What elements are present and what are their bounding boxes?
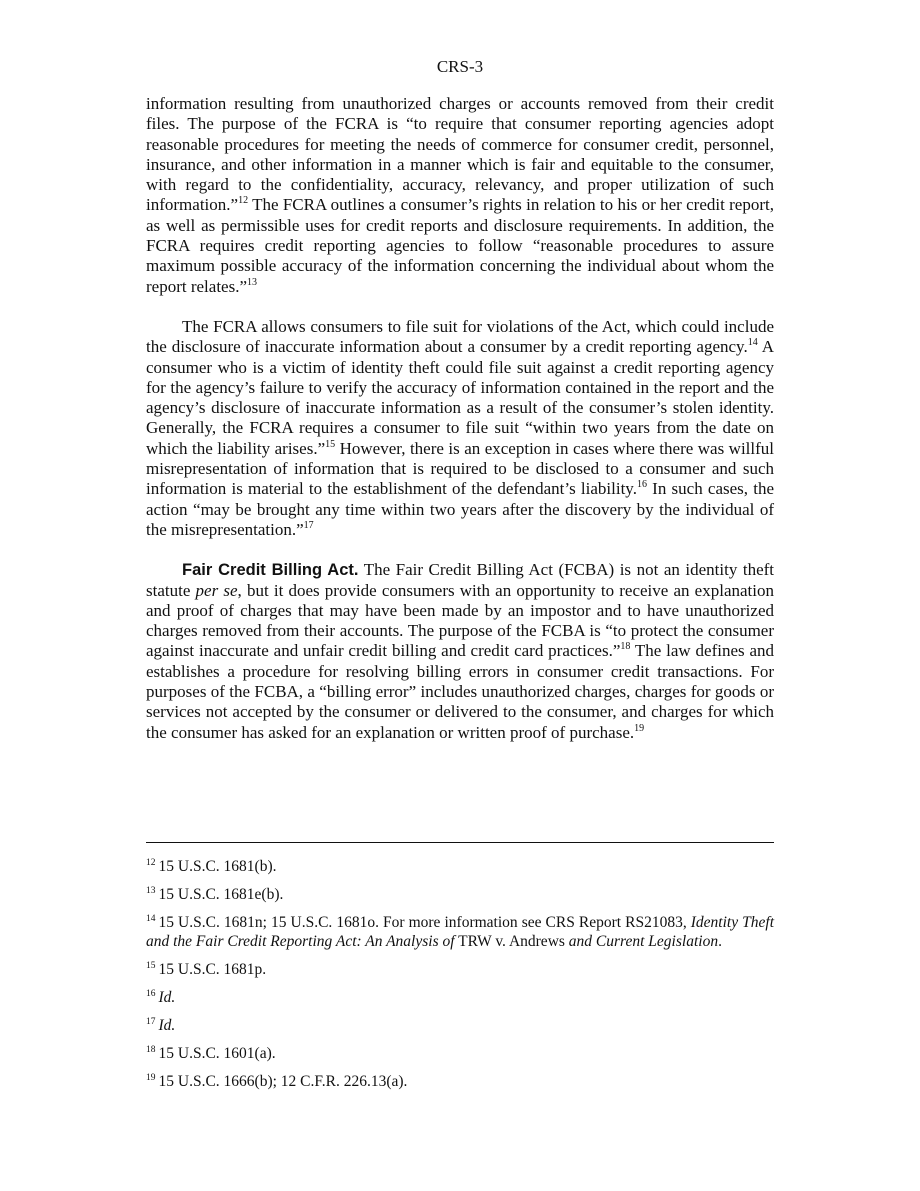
footnote-text: Id.	[158, 1017, 176, 1034]
footnote-ref-13: 13	[247, 276, 257, 288]
footnote-13	[146, 885, 774, 904]
case-name: TRW v. Andrews	[454, 933, 569, 950]
footnotes	[146, 857, 774, 1100]
footnote-17	[146, 1016, 774, 1035]
paragraph-text: The FCRA allows consumers to file suit for violations of the Act, which could include the disclosure of inaccurate information about a consumer by a credit reporting agency.	[146, 316, 774, 357]
footnote-ref-15: 15	[325, 438, 336, 450]
footnote-text: .	[718, 933, 722, 950]
footnote-number: 13	[146, 886, 156, 896]
footnote-text: 15 U.S.C. 1666(b); 12 C.F.R. 226.13(a).	[158, 1073, 408, 1090]
paragraph-fcra-suits	[146, 317, 774, 540]
italic-term: per se	[195, 580, 238, 600]
main-text	[146, 94, 774, 743]
paragraph-text: information resulting from unauthorized charges or accounts removed from their credit files. The purpose of the FCRA is “to require that consumer reporting agencies adopt reasonable procedures for meeting the needs of commerce for consumer credit, personnel, insurance, and other information in a manner which is fair and equitable to the consumer, with regard to the confidentiality, accuracy, relevancy, and proper utilization of such information.”	[146, 94, 774, 215]
footnote-number: 17	[146, 1017, 156, 1027]
paragraph-text: The Fair Credit Billing Act (FCBA) is not an identity theft statute	[146, 560, 774, 600]
footnote-ref-19: 19	[634, 722, 645, 734]
paragraph-text: The law defines and establishes a procedure for resolving billing errors in consumer credit transactions. For purposes of the FCBA, a “billing error” includes unauthorized charges, charges for goods or services not accepted by the consumer or delivered to the consumer, and charges for which the consumer has asked for an explanation or written proof of purchase.	[146, 641, 774, 742]
footnote-14	[146, 913, 774, 951]
footnote-divider	[146, 842, 774, 843]
footnote-number: 12	[146, 858, 156, 868]
report-title: Identity Theft and the Fair Credit Reporting Act: An Analysis of	[146, 914, 774, 950]
footnote-number: 19	[146, 1073, 156, 1083]
paragraph-text: , but it does provide consumers with an opportunity to receive an explanation and proof of charges that may have been made by an impostor and to have unauthorized charges removed from their accounts. The purpose of the FCBA is “to protect the consumer against inaccurate and unfair credit billing and credit card practices.”	[146, 580, 774, 661]
footnote-number: 16	[146, 989, 156, 999]
footnote-number: 14	[146, 914, 156, 924]
footnote-12	[146, 857, 774, 876]
footnote-ref-16: 16	[636, 479, 647, 491]
footnote-16	[146, 988, 774, 1007]
footnote-15	[146, 960, 774, 979]
page-label: CRS-3	[436, 57, 484, 76]
footnote-text: 15 U.S.C. 1681e(b).	[158, 886, 284, 903]
paragraph-text: The FCRA outlines a consumer’s rights in relation to his or her credit report, as well as permissible uses for credit reports and disclosure requirements. In addition, the FCRA requires credit reporting agencies to follow “reasonable procedures to assure maximum possible accuracy of the information concerning the individual about whom the report relates.”	[146, 195, 774, 296]
footnote-ref-12: 12	[238, 195, 249, 207]
footnote-number: 18	[146, 1045, 156, 1055]
footnote-text: 15 U.S.C. 1601(a).	[158, 1045, 276, 1062]
paragraph-fcba	[146, 560, 774, 743]
paragraph-text: A consumer who is a victim of identity theft could file suit against a credit reporting agency for the agency’s failure to verify the accuracy of information contained in the report and the agency’s disclosure of inaccurate information as a result of the consumer’s stolen identity. Generally, the FCRA requires a consumer to file suit “within two years from the date on which the liability arises.”	[146, 337, 774, 458]
footnote-ref-14: 14	[747, 337, 758, 349]
footnote-text: 15 U.S.C. 1681(b).	[158, 858, 277, 875]
footnote-text: 15 U.S.C. 1681n; 15 U.S.C. 1681o. For more information see CRS Report RS21083,	[158, 914, 691, 931]
paragraph-text: However, there is an exception in cases where there was willful misrepresentation of information that is required to be disclosed to a consumer and such information is material to the establishment of the defendant’s liability.	[146, 438, 774, 499]
footnote-ref-18: 18	[620, 641, 631, 653]
paragraph-fcra-purpose	[146, 94, 774, 297]
footnote-ref-17: 17	[303, 519, 314, 531]
footnote-text: Id.	[158, 989, 176, 1006]
footnote-19	[146, 1072, 774, 1091]
footnote-number: 15	[146, 961, 156, 971]
report-title: and Current Legislation	[568, 933, 719, 950]
footnote-18	[146, 1044, 774, 1063]
footnote-text: 15 U.S.C. 1681p.	[158, 961, 267, 978]
paragraph-text: In such cases, the action “may be brought any time within two years after the discovery by the individual of the misrepresentation.”	[146, 479, 774, 539]
section-heading-fcba: Fair Credit Billing Act.	[182, 561, 359, 580]
